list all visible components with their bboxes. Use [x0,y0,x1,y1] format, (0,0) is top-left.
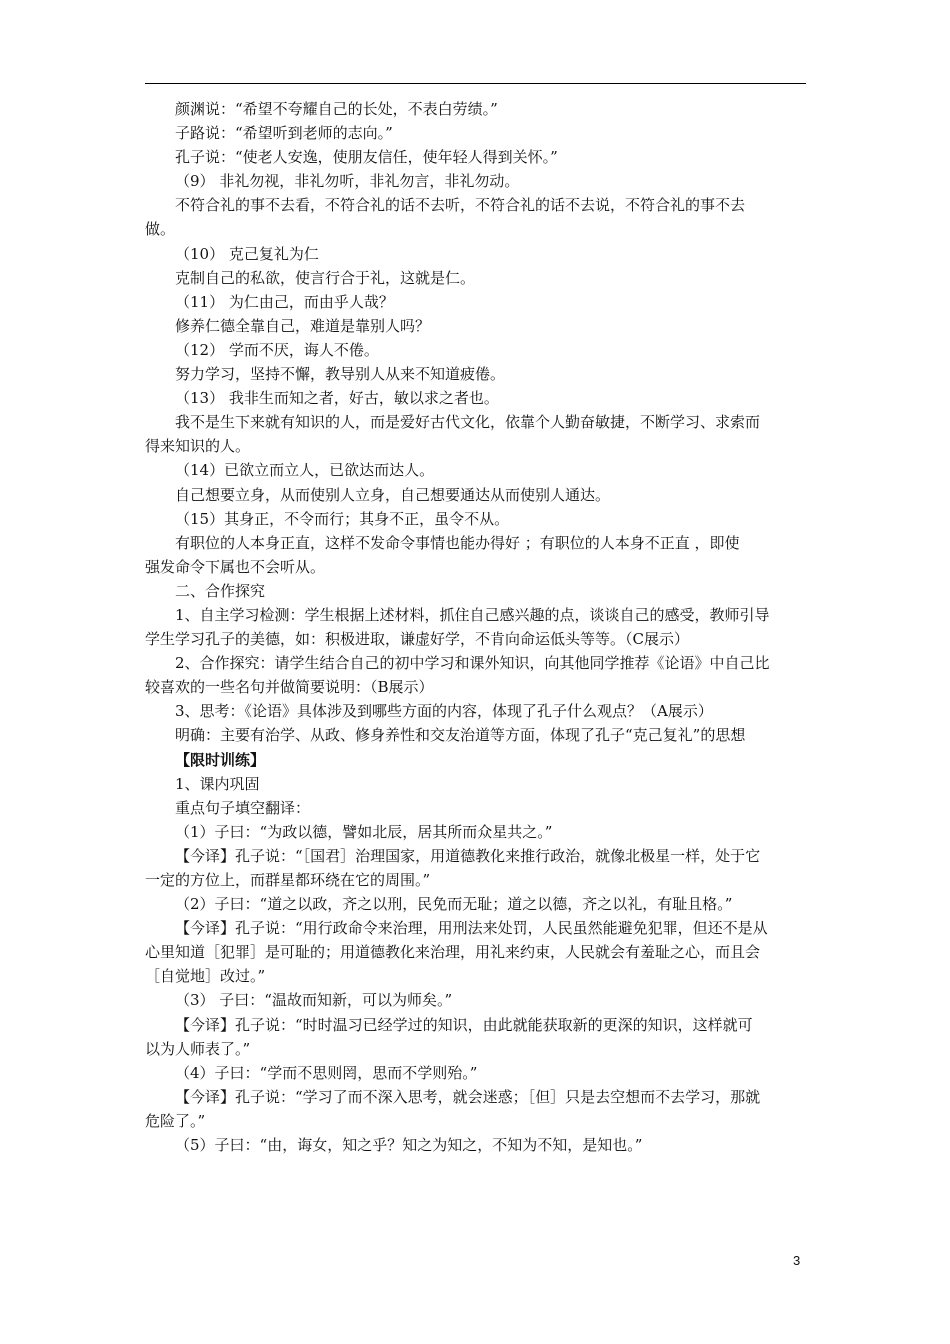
text-line: （14）已欲立而立人，已欲达而达人。 [175,461,435,480]
text-line: 做。 [145,220,176,239]
text-line: 强发命令下属也不会听从。 [145,557,326,576]
section-heading: 【限时训练】 [175,750,266,769]
text-line: 3、思考：《论语》具体涉及到哪些方面的内容，体现了孔子什么观点？（A展示） [175,702,713,721]
text-line: 颜渊说：“希望不夸耀自己的长处，不表白劳绩。” [175,100,498,118]
text-line: 克制自己的私欲，使言行合于礼，这就是仁。 [175,268,476,287]
text-line: 2、合作探究：请学生结合自己的初中学习和课外知识，向其他同学推荐《论语》中自己比 [175,654,770,673]
text-line: 修养仁德全靠自己，难道是靠别人吗？ [175,316,431,335]
text-line: 努力学习，坚持不懈，教导别人从来不知道疲倦。 [175,365,506,384]
text-line: 【今译】孔子说：“学习了而不深入思考，就会迷惑；［但］只是去空想而不去学习，那就 [175,1087,761,1106]
text-line: （2）子曰：“道之以政，齐之以刑，民免而无耻；道之以德，齐之以礼，有耻且格。” [175,895,733,914]
text-line: 【今译】孔子说：“用行政命令来治理，用刑法来处罚，人民虽然能避免犯罪，但还不是从 [175,919,768,938]
text-line: ［自觉地］改过。” [145,967,266,986]
text-line: 我不是生下来就有知识的人，而是爱好古代文化，依靠个人勤奋敏捷，不断学习、求索而 [175,413,761,432]
text-line: （10） 克己复礼为仁 [175,244,319,263]
text-line: 孔子说：“使老人安逸，使朋友信任，使年轻人得到关怀。” [175,148,558,167]
text-line: （15）其身正，不令而行；其身不正，虽令不从。 [175,509,510,528]
text-line: （1）子曰：“为政以德，譬如北辰，居其所而众星共之。” [175,822,553,841]
text-line: 【今译】孔子说：“时时温习已经学过的知识，由此就能获取新的更深的知识，这样就可 [175,1015,753,1034]
text-line: 重点句子填空翻译： [175,798,311,817]
text-line: 较喜欢的一些名句并做简要说明：（B展示） [145,678,434,697]
text-line: 子路说：“希望听到老师的志向。” [175,124,393,143]
text-line: （12） 学而不厌，诲人不倦。 [175,340,379,359]
text-line: 自己想要立身，从而使别人立身，自己想要通达从而使别人通达。 [175,485,611,504]
text-line: 学生学习孔子的美德，如：积极进取，谦虚好学，不肯向命运低头等等。（C展示） [145,630,689,649]
page-number: 3 [793,1253,801,1268]
text-line: 危险了。” [145,1111,206,1130]
section-heading: 二、合作探究 [175,581,266,600]
text-line: （5）子曰：“由，诲女，知之乎？知之为知之，不知为不知，是知也。” [175,1136,643,1155]
text-line: （9） 非礼勿视，非礼勿听，非礼勿言，非礼勿动。 [175,172,520,191]
text-line: 有职位的人本身正直，这样不发命令事情也能办得好 ；有职位的人本身不正直 ，即使 [175,533,740,552]
text-line: 【今译】孔子说：“［国君］治理国家，用道德教化来推行政治，就像北极星一样，处于它 [175,846,761,865]
text-line: 以为人师表了。” [145,1039,251,1058]
text-line: （4）子曰：“学而不思则罔，思而不学则殆。” [175,1063,478,1082]
text-line: 得来知识的人。 [145,437,251,456]
text-line: 1、自主学习检测：学生根据上述材料，抓住自己感兴趣的点，谈谈自己的感受，教师引导 [175,605,770,624]
document-body [145,97,806,1157]
text-line: 一定的方位上，而群星都环绕在它的周围。” [145,871,431,889]
text-line: 明确：主要有治学、从政、修身养性和交友治道等方面，体现了孔子“克己复礼”的思想 [175,726,746,745]
text-line: 心里知道［犯罪］是可耻的；用道德教化来治理，用礼来约束，人民就会有羞耻之心，而且会 [145,943,761,962]
text-line: （13） 我非生而知之者，好古，敏以求之者也。 [175,389,499,408]
text-line: （11） 为仁由己，而由乎人哉？ [175,292,394,311]
header-rule [145,83,806,84]
text-line: 1、课内巩固 [175,774,260,793]
text-line: （3） 子曰：“温故而知新，可以为师矣。” [175,991,453,1010]
text-line: 不符合礼的事不去看，不符合礼的话不去听，不符合礼的话不去说，不符合礼的事不去 [175,196,746,215]
